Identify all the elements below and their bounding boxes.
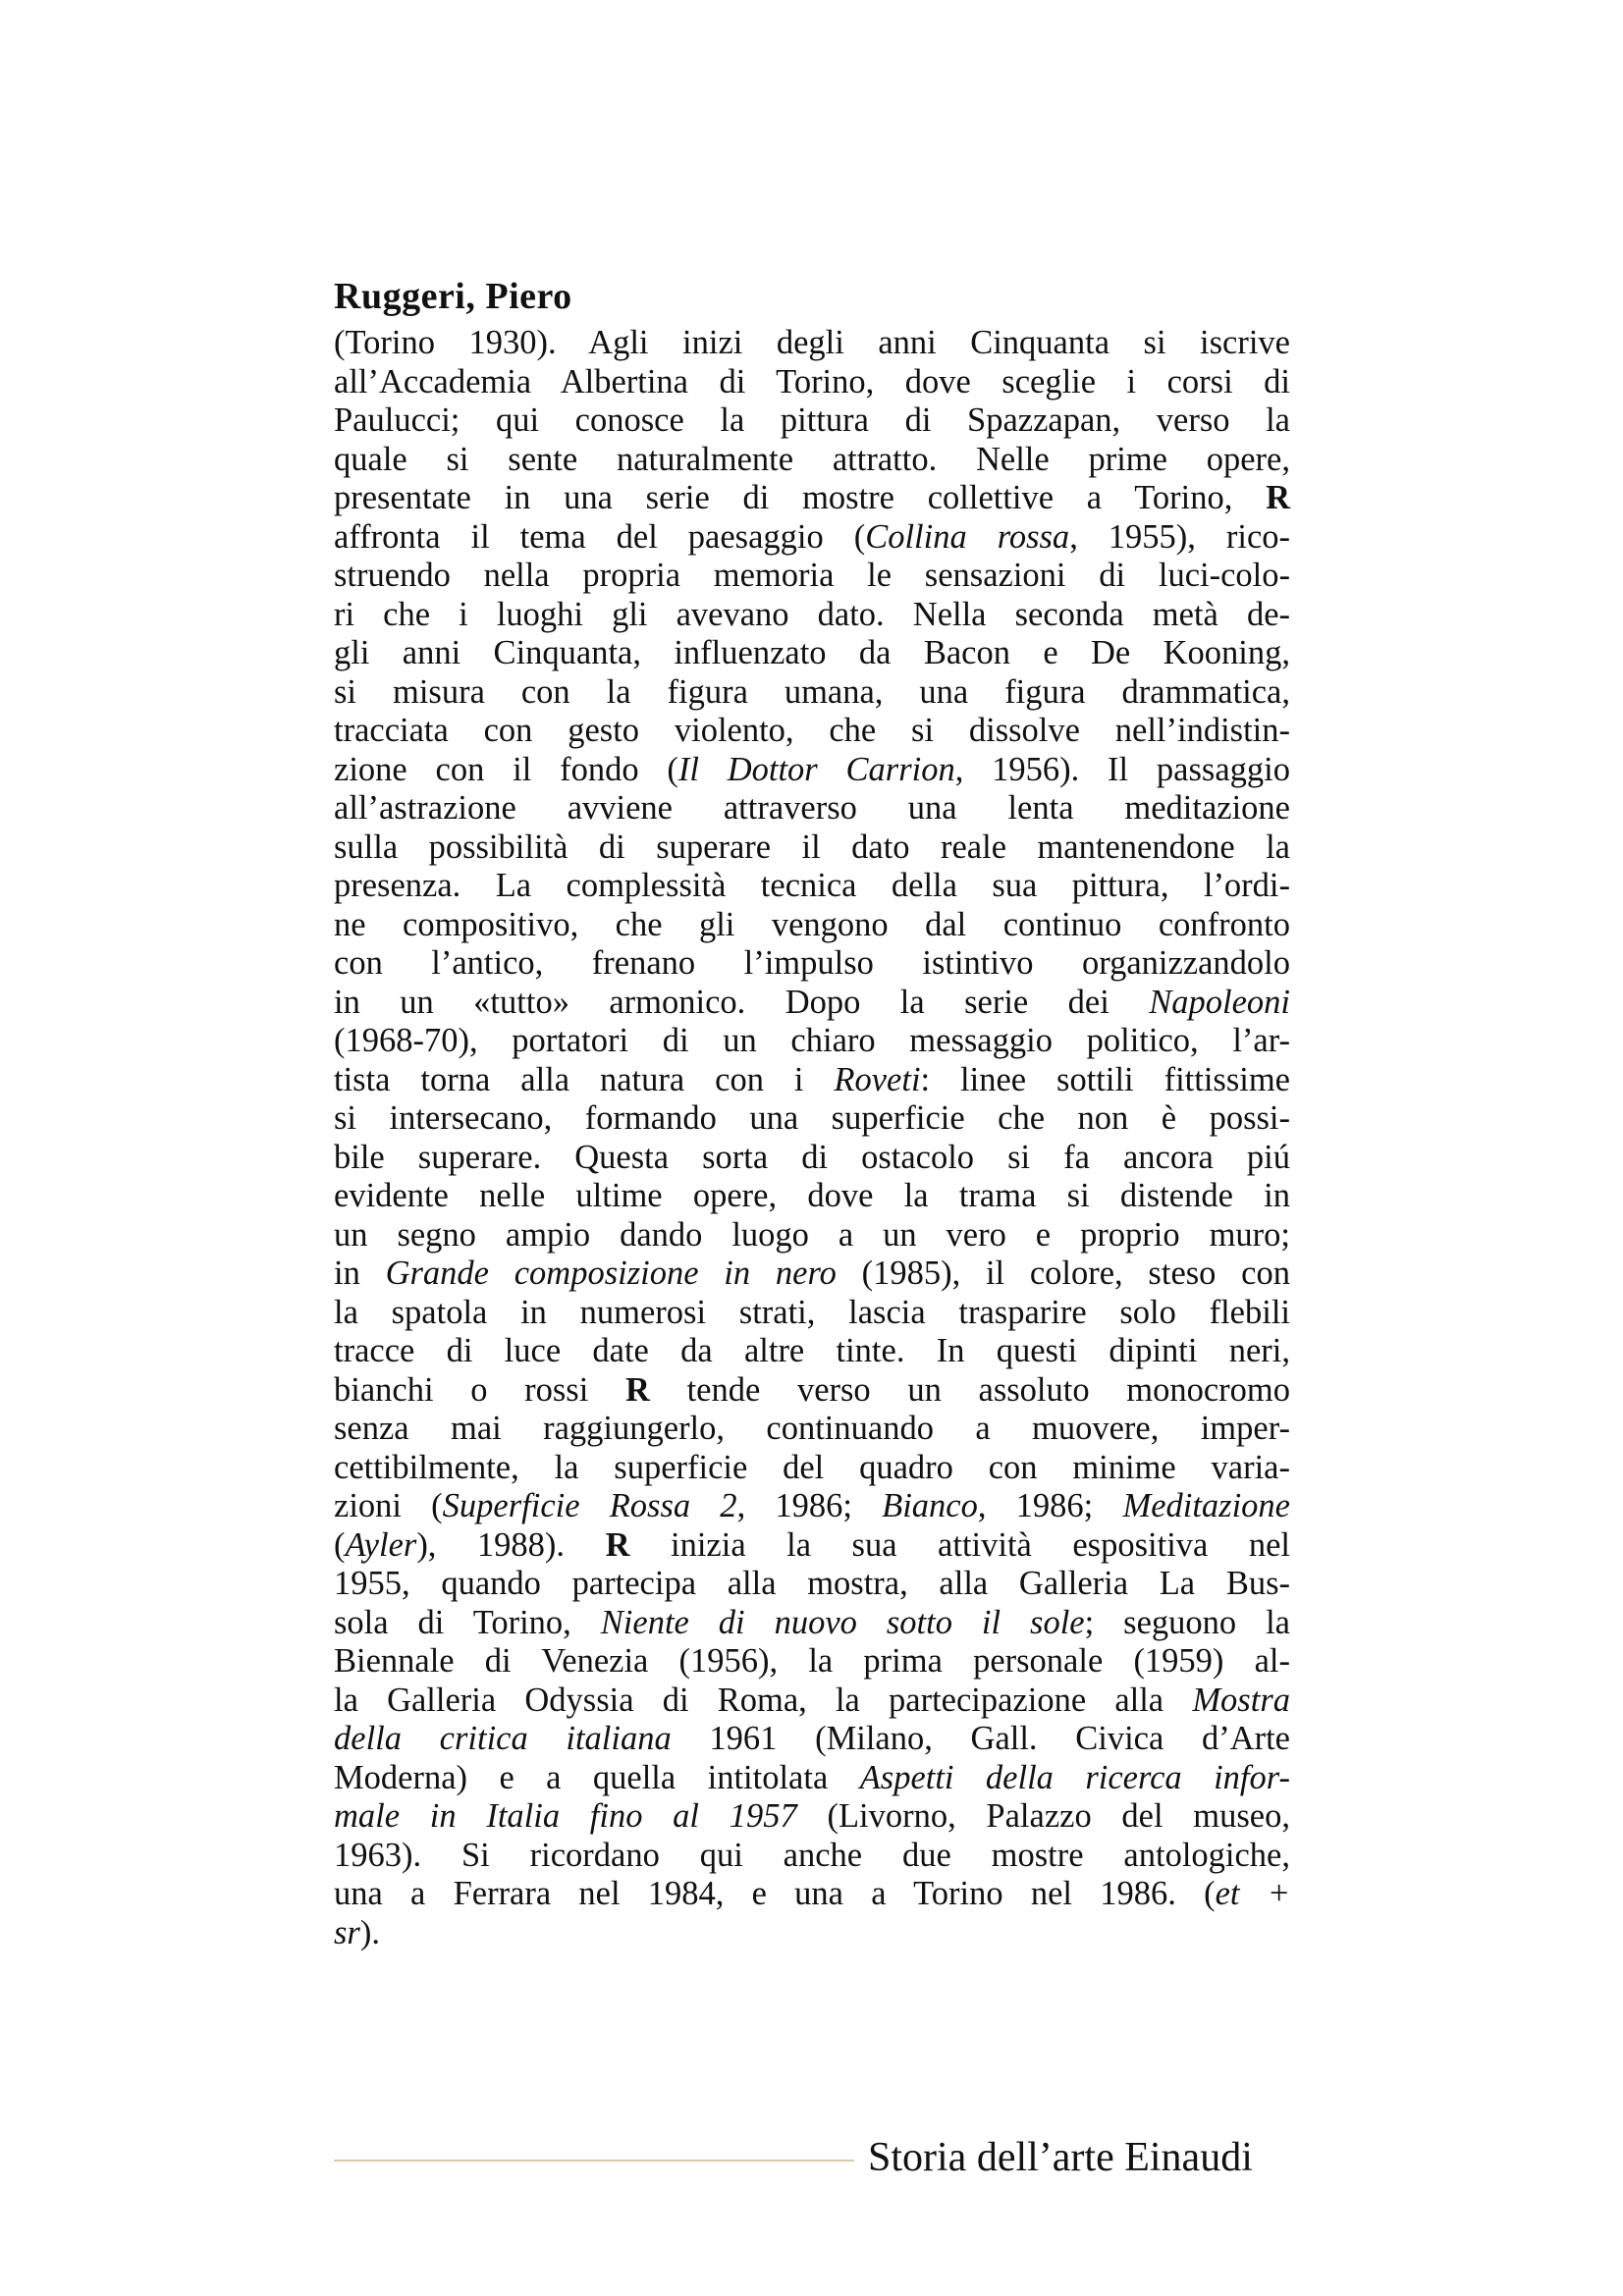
- body-text-segment: , 1986;: [977, 1487, 1123, 1524]
- body-line: [334, 1875, 1290, 1914]
- body-line: [334, 441, 1290, 480]
- footer-title: Storia dell’arte Einaudi: [868, 2135, 1253, 2180]
- body-text-segment: in un «tutto» armonico. Dopo la serie dei: [334, 983, 1150, 1021]
- body-text-segment: quale si sente naturalmente attratto. Nelle prime opere,: [334, 440, 1290, 478]
- body-line: [334, 867, 1290, 906]
- body-text-segment: struendo nella propria memoria le sensazioni di luci-colo-: [334, 557, 1290, 594]
- body-text-segment: ), 1988).: [416, 1525, 606, 1564]
- body-line: [334, 596, 1290, 635]
- body-text-segment: tracce di luce date da altre tinte. In questi dipinti neri,: [334, 1332, 1290, 1369]
- body-text-segment: la Galleria Odyssia di Roma, la partecipazione alla: [334, 1681, 1193, 1719]
- body-text-segment: Moderna) e a quella intitolata: [334, 1758, 860, 1796]
- body-text-segment: presentate in una serie di mostre collettive a Torino,: [334, 479, 1267, 516]
- body-text-segment: (Livorno, Palazzo del museo,: [796, 1797, 1290, 1835]
- body-line: [334, 1526, 1290, 1566]
- body-text-segment: zione con il fondo (: [334, 750, 678, 788]
- body-text-segment: Paulucci; qui conosce la pittura di Spazzapan, verso la: [334, 401, 1290, 439]
- author-initial: R: [605, 1525, 630, 1564]
- body-line: [334, 634, 1290, 673]
- body-text-segment: la spatola in numerosi strati, lascia trasparire solo flebili: [334, 1293, 1290, 1331]
- body-text-segment: (1985), il colore, steso con: [836, 1255, 1290, 1292]
- italic-title: Meditazione: [1122, 1487, 1290, 1524]
- body-text-segment: evidente nelle ultime opere, dove la trama si distende in: [334, 1177, 1290, 1214]
- body-text-segment: inizia la sua attività espositiva nel: [629, 1525, 1290, 1564]
- body-line: [334, 789, 1290, 828]
- body-line: [334, 1487, 1290, 1526]
- body-text-segment: sulla possibilità di superare il dato reale mantenendone la: [334, 828, 1290, 866]
- body-line: [334, 828, 1290, 868]
- body-line: [334, 751, 1290, 790]
- body-line: [334, 1022, 1290, 1061]
- body-line: [334, 1682, 1290, 1721]
- footer-rule: [334, 2160, 854, 2162]
- body-line: [334, 1720, 1290, 1759]
- body-text-segment: sola di Torino,: [334, 1603, 601, 1641]
- body-line: [334, 1332, 1290, 1371]
- body-text-segment: 1961 (Milano, Gall. Civica d’Arte: [671, 1720, 1290, 1757]
- body-text-segment: tende verso un assoluto monocromo: [649, 1370, 1290, 1409]
- body-line: [334, 1371, 1290, 1411]
- body-line: [334, 712, 1290, 751]
- body-text-segment: 1955, quando partecipa alla mostra, alla Galleria La Bus-: [334, 1565, 1290, 1602]
- body-line: [334, 1604, 1290, 1643]
- italic-title: della critica italiana: [334, 1720, 672, 1757]
- body-text-segment: in: [334, 1255, 386, 1292]
- italic-title: Il Dottor Carrion: [677, 750, 955, 788]
- body-text-segment: senza mai raggiungerlo, continuando a muovere, imper-: [334, 1410, 1290, 1447]
- italic-title: Mostra: [1192, 1681, 1290, 1719]
- body-text-segment: (: [334, 1525, 346, 1564]
- body-line: [334, 1061, 1290, 1100]
- body-line: [334, 1837, 1290, 1876]
- italic-title: sr: [334, 1913, 360, 1951]
- body-text-segment: (1968-70), portatori di un chiaro messaggio politico, l’ar-: [334, 1022, 1290, 1059]
- italic-title: Collina rossa: [865, 517, 1070, 556]
- body-line: [334, 1565, 1290, 1604]
- body-text-segment: gli anni Cinquanta, influenzato da Bacon e De Kooning,: [334, 634, 1290, 671]
- body-line: [334, 1642, 1290, 1682]
- italic-title: Niente di nuovo sotto il sole: [600, 1603, 1085, 1641]
- body-text-segment: cettibilmente, la superficie del quadro con minime varia-: [334, 1448, 1290, 1486]
- body-line: [334, 1797, 1290, 1837]
- body-line: [334, 1449, 1290, 1488]
- body-line: [334, 1177, 1290, 1216]
- body-line: [334, 984, 1290, 1023]
- body-text-segment: : linee sottili fittissime: [920, 1060, 1290, 1098]
- body-text-segment: tracciata con gesto violento, che si dissolve nell’indistin-: [334, 712, 1290, 749]
- author-initial: R: [624, 1370, 650, 1409]
- body-line: [334, 363, 1290, 402]
- body-line: [334, 518, 1290, 558]
- body-text-segment: Biennale di Venezia (1956), la prima personale (1959) al-: [334, 1642, 1290, 1680]
- body-text-segment: bile superare. Questa sorta di ostacolo si fa ancora piú: [334, 1138, 1290, 1176]
- body-text-segment: , 1955), rico-: [1069, 517, 1290, 556]
- italic-title: Roveti: [834, 1060, 921, 1098]
- italic-title: Grande composizione in nero: [385, 1255, 837, 1292]
- entry-title: Ruggeri, Piero: [334, 276, 572, 317]
- italic-title: Napoleoni: [1149, 983, 1290, 1021]
- body-text-segment: presenza. La complessità tecnica della sua pittura, l’ordi-: [334, 867, 1290, 904]
- body-line: [334, 1099, 1290, 1139]
- body-text-segment: un segno ampio dando luogo a un vero e proprio muro;: [334, 1215, 1290, 1254]
- body-line: [334, 1759, 1290, 1798]
- body-text-segment: ; seguono la: [1084, 1603, 1290, 1641]
- body-text-segment: all’astrazione avviene attraverso una lenta meditazione: [334, 789, 1290, 827]
- body-text-segment: (Torino 1930). Agli inizi degli anni Cinquanta si iscrive: [334, 324, 1290, 361]
- italic-title: Aspetti della ricerca infor-: [859, 1758, 1290, 1796]
- body-text-segment: bianchi o rossi: [334, 1370, 625, 1409]
- italic-title: Superficie Rossa 2: [442, 1487, 737, 1524]
- body-text-segment: all’Accademia Albertina di Torino, dove sceglie i corsi di: [334, 362, 1290, 400]
- body-text-segment: tista torna alla natura con i: [334, 1060, 835, 1098]
- body-text-segment: una a Ferrara nel 1984, e una a Torino nel 1986. (: [334, 1875, 1216, 1912]
- body-text-segment: si misura con la figura umana, una figura drammatica,: [334, 672, 1290, 711]
- body-line: [334, 906, 1290, 945]
- author-initial: R: [1266, 479, 1290, 516]
- italic-title: male in Italia fino al 1957: [334, 1797, 797, 1835]
- body-line: [334, 479, 1290, 518]
- body-text-segment: con l’antico, frenano l’impulso istintivo organizzandolo: [334, 944, 1290, 982]
- body-line: [334, 1914, 1290, 1953]
- body-line: [334, 1139, 1290, 1178]
- body-text-segment: affronta il tema del paesaggio (: [334, 517, 866, 556]
- body-text-segment: zioni (: [334, 1487, 443, 1524]
- body-text-segment: , 1986;: [736, 1487, 883, 1524]
- body-line: [334, 324, 1290, 363]
- italic-title: et +: [1215, 1875, 1290, 1912]
- body-line: [334, 1216, 1290, 1255]
- body-line: [334, 1255, 1290, 1294]
- body-text-segment: ).: [359, 1913, 380, 1951]
- body-line: [334, 401, 1290, 441]
- body-line: [334, 557, 1290, 596]
- body-text-segment: 1963). Si ricordano qui anche due mostre antologiche,: [334, 1836, 1290, 1874]
- body-line: [334, 944, 1290, 984]
- body-line: [334, 1410, 1290, 1449]
- body-text-segment: si intersecano, formando una superficie che non è possi-: [334, 1099, 1290, 1137]
- italic-title: Ayler: [345, 1525, 417, 1564]
- body-text-segment: ne compositivo, che gli vengono dal continuo confronto: [334, 905, 1290, 943]
- body-text-segment: , 1956). Il passaggio: [954, 750, 1290, 788]
- body-line: [334, 673, 1290, 713]
- italic-title: Bianco: [882, 1487, 978, 1524]
- body-line: [334, 1294, 1290, 1333]
- entry-body: [334, 324, 1290, 1952]
- body-text-segment: ri che i luoghi gli avevano dato. Nella seconda metà de-: [334, 595, 1290, 633]
